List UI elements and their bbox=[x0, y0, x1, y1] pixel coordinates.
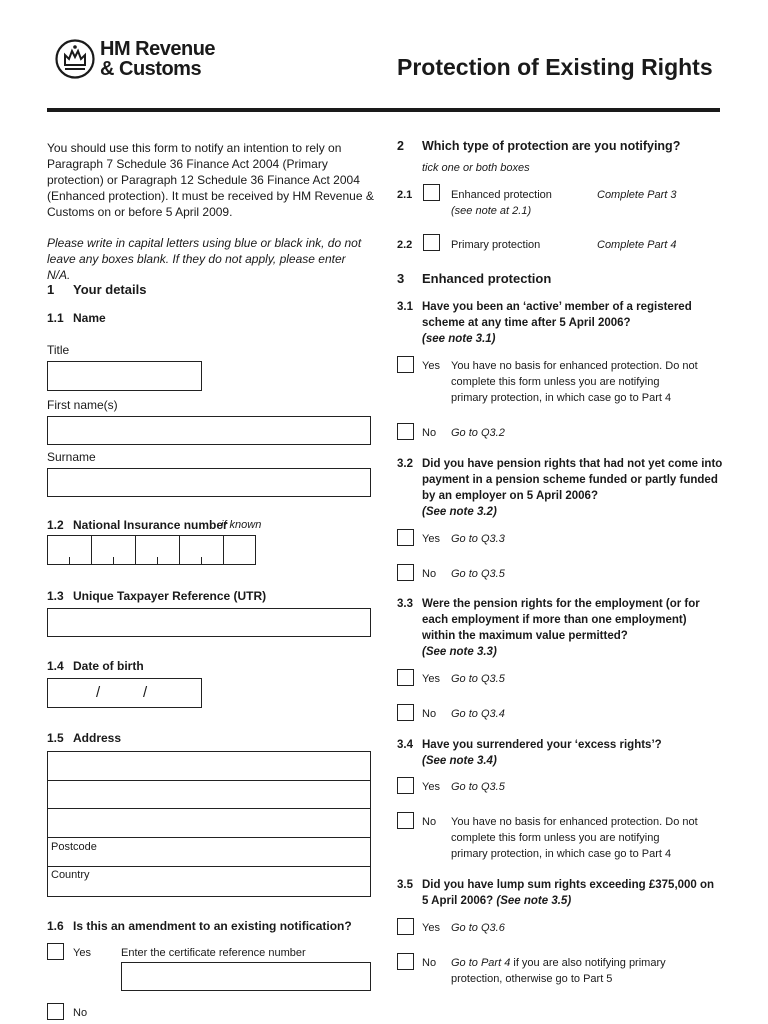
org-name-line1: HM Revenue bbox=[100, 38, 216, 60]
q3-1-number: 3.1 bbox=[397, 301, 413, 313]
o2-2-action: Complete Part 4 bbox=[597, 239, 677, 251]
q3-2-no-checkbox[interactable] bbox=[397, 564, 414, 581]
q3-4-no-label: No bbox=[422, 816, 437, 828]
ni-divider bbox=[179, 536, 180, 564]
q3-2-line2: payment in a pension scheme funded or partly funded bbox=[422, 474, 718, 486]
hmrc-logo bbox=[55, 38, 225, 82]
q1-6-yes-note: Enter the certificate reference number bbox=[121, 947, 306, 959]
q3-1-line2: scheme at any time after 5 April 2006? bbox=[422, 317, 631, 329]
q3-5-yes-label: Yes bbox=[422, 922, 440, 934]
ni-tick bbox=[69, 557, 70, 564]
q1-4-label: Date of birth bbox=[73, 659, 144, 673]
enhanced-protection-checkbox[interactable] bbox=[423, 184, 440, 201]
q3-5-note: (See note 3.5) bbox=[496, 895, 572, 907]
q3-3-no-action: Go to Q3.4 bbox=[451, 708, 505, 720]
ni-divider bbox=[223, 536, 224, 564]
q1-3-number: 1.3 bbox=[47, 589, 64, 603]
q1-6-no-label: No bbox=[73, 1007, 88, 1019]
q1-2-number: 1.2 bbox=[47, 518, 64, 532]
title-label: Title bbox=[47, 343, 70, 357]
q3-3-number: 3.3 bbox=[397, 598, 413, 610]
q1-1-number: 1.1 bbox=[47, 311, 64, 325]
q1-2-suffix: if known bbox=[221, 519, 262, 531]
q3-5-no-checkbox[interactable] bbox=[397, 953, 414, 970]
ni-number-input[interactable] bbox=[47, 535, 256, 565]
q3-2-note: (See note 3.2) bbox=[422, 506, 497, 518]
o2-1-action: Complete Part 3 bbox=[597, 189, 677, 201]
date-of-birth-input[interactable] bbox=[47, 678, 202, 708]
q1-4-number: 1.4 bbox=[47, 659, 64, 673]
q1-6-yes-label: Yes bbox=[73, 947, 91, 959]
q3-3-yes-action: Go to Q3.5 bbox=[451, 673, 505, 685]
ni-tick bbox=[201, 557, 202, 564]
o2-1-number: 2.1 bbox=[397, 189, 413, 201]
o2-1-note: (see note at 2.1) bbox=[451, 205, 532, 217]
address-line-3[interactable] bbox=[47, 808, 371, 838]
country-input[interactable] bbox=[47, 866, 371, 897]
q1-3-label: Unique Taxpayer Reference (UTR) bbox=[73, 589, 267, 603]
utr-input[interactable] bbox=[47, 608, 371, 637]
q3-1-note: (see note 3.1) bbox=[422, 333, 496, 345]
q3-3-yes-checkbox[interactable] bbox=[397, 669, 414, 686]
q3-4-line1: Have you surrendered your ‘excess rights’? bbox=[422, 739, 662, 751]
q3-2-no-label: No bbox=[422, 568, 437, 580]
q3-4-note: (See note 3.4) bbox=[422, 755, 497, 767]
q3-4-yes-checkbox[interactable] bbox=[397, 777, 414, 794]
dob-separator: / bbox=[143, 684, 148, 701]
certificate-reference-input[interactable] bbox=[121, 962, 371, 991]
surname-label: Surname bbox=[47, 450, 96, 464]
primary-protection-checkbox[interactable] bbox=[423, 234, 440, 251]
q3-1-yes-text-1: You have no basis for enhanced protection. Do not bbox=[451, 360, 698, 372]
q3-4-number: 3.4 bbox=[397, 739, 413, 751]
q3-4-no-text-2: complete this form unless you are notifying bbox=[451, 832, 660, 844]
q3-4-no-text-3: primary protection, in which case go to Part 4 bbox=[451, 848, 672, 860]
first-names-label: First name(s) bbox=[47, 398, 118, 412]
q3-1-line1: Have you been an ‘active’ member of a registered bbox=[422, 301, 692, 313]
part2-heading: Which type of protection are you notifying? bbox=[422, 139, 681, 153]
q1-6-label: Is this an amendment to an existing notification? bbox=[73, 919, 352, 933]
q3-2-no-action: Go to Q3.5 bbox=[451, 568, 505, 580]
q3-5-yes-checkbox[interactable] bbox=[397, 918, 414, 935]
country-label: Country bbox=[51, 869, 90, 881]
ni-tick bbox=[113, 557, 114, 564]
q3-2-line1: Did you have pension rights that had not yet come into bbox=[422, 458, 723, 470]
q3-3-note: (See note 3.3) bbox=[422, 646, 497, 658]
q3-4-yes-action: Go to Q3.5 bbox=[451, 781, 505, 793]
q3-3-yes-label: Yes bbox=[422, 673, 440, 685]
org-name-line2: & Customs bbox=[100, 58, 202, 80]
q3-3-no-checkbox[interactable] bbox=[397, 704, 414, 721]
q3-1-yes-label: Yes bbox=[422, 360, 440, 372]
q3-5-line2 bbox=[422, 893, 571, 909]
o2-2-number: 2.2 bbox=[397, 239, 413, 251]
q3-2-yes-checkbox[interactable] bbox=[397, 529, 414, 546]
instructions-paragraph: Please write in capital letters using blue or black ink, do not leave any boxes blank. If they do not apply, please enter N/A. bbox=[47, 236, 362, 282]
q3-2-line3: by an employer on 5 April 2006? bbox=[422, 490, 598, 502]
q3-5-no-action-text: if you are also notifying primary bbox=[513, 957, 666, 969]
q3-2-yes-label: Yes bbox=[422, 533, 440, 545]
q3-5-no-text-2: protection, otherwise go to Part 5 bbox=[451, 973, 613, 985]
q3-4-no-checkbox[interactable] bbox=[397, 812, 414, 829]
ni-divider bbox=[91, 536, 92, 564]
o2-2-label: Primary protection bbox=[451, 239, 541, 251]
address-line-1[interactable] bbox=[47, 751, 371, 781]
q1-6-no-checkbox[interactable] bbox=[47, 1003, 64, 1020]
address-line-2[interactable] bbox=[47, 780, 371, 809]
q3-2-yes-action: Go to Q3.3 bbox=[451, 533, 505, 545]
intro-paragraph: You should use this form to notify an intention to rely on Paragraph 7 Schedule 36 Finance Act 2004 (Primary protection) or Paragraph 12 Schedule 36 Finance Act 2004 (Enhanced protection). It must be received by HM Revenue & Customs on or before 5 April 2009. bbox=[47, 141, 374, 219]
title-input[interactable] bbox=[47, 361, 202, 391]
q3-1-yes-text-2: complete this form unless you are notifying bbox=[451, 376, 660, 388]
q3-4-yes-label: Yes bbox=[422, 781, 440, 793]
q3-3-line2: each employment if more than one employment) bbox=[422, 614, 687, 626]
q3-3-line1: Were the pension rights for the employment (or for bbox=[422, 598, 700, 610]
q3-4-no-text-1: You have no basis for enhanced protection. Do not bbox=[451, 816, 698, 828]
q1-6-yes-checkbox[interactable] bbox=[47, 943, 64, 960]
postcode-label: Postcode bbox=[51, 841, 97, 853]
q3-1-no-label: No bbox=[422, 427, 437, 439]
q3-1-no-action: Go to Q3.2 bbox=[451, 427, 505, 439]
part1-number: 1 bbox=[47, 282, 55, 297]
q3-1-yes-text-3: primary protection, in which case go to Part 4 bbox=[451, 392, 672, 404]
q3-5-no-action-link: Go to Part 4 bbox=[451, 957, 511, 969]
q3-5-number: 3.5 bbox=[397, 879, 413, 891]
q1-6-number: 1.6 bbox=[47, 919, 64, 933]
o2-1-label: Enhanced protection bbox=[451, 189, 552, 201]
ni-divider bbox=[135, 536, 136, 564]
dob-separator: / bbox=[96, 684, 101, 701]
q1-5-label: Address bbox=[73, 731, 122, 745]
crown-crest-icon bbox=[55, 38, 95, 80]
q3-5-no-text-1 bbox=[451, 955, 666, 971]
q3-5-yes-action: Go to Q3.6 bbox=[451, 922, 505, 934]
q3-5-line2-text: 5 April 2006? bbox=[422, 895, 494, 907]
part3-number: 3 bbox=[397, 271, 405, 286]
q1-1-label: Name bbox=[73, 311, 106, 325]
part2-instruction: tick one or both boxes bbox=[422, 162, 530, 174]
q3-1-yes-checkbox[interactable] bbox=[397, 356, 414, 373]
q3-2-number: 3.2 bbox=[397, 458, 413, 470]
q3-1-no-checkbox[interactable] bbox=[397, 423, 414, 440]
postcode-input[interactable] bbox=[47, 837, 371, 867]
part1-heading: Your details bbox=[73, 282, 147, 297]
q1-2-label: National Insurance number bbox=[73, 518, 228, 532]
part3-heading: Enhanced protection bbox=[422, 271, 552, 286]
q3-5-no-label: No bbox=[422, 957, 437, 969]
q3-3-line3: within the maximum value permitted? bbox=[422, 630, 628, 642]
q1-2-question bbox=[47, 517, 228, 533]
q3-3-no-label: No bbox=[422, 708, 437, 720]
surname-input[interactable] bbox=[47, 468, 371, 497]
q1-5-number: 1.5 bbox=[47, 731, 64, 745]
form-title: Protection of Existing Rights bbox=[397, 54, 713, 80]
ni-tick bbox=[157, 557, 158, 564]
q3-5-line1: Did you have lump sum rights exceeding £375,000 on bbox=[422, 879, 715, 891]
header-rule bbox=[47, 108, 720, 112]
first-names-input[interactable] bbox=[47, 416, 371, 445]
part2-number: 2 bbox=[397, 139, 404, 153]
